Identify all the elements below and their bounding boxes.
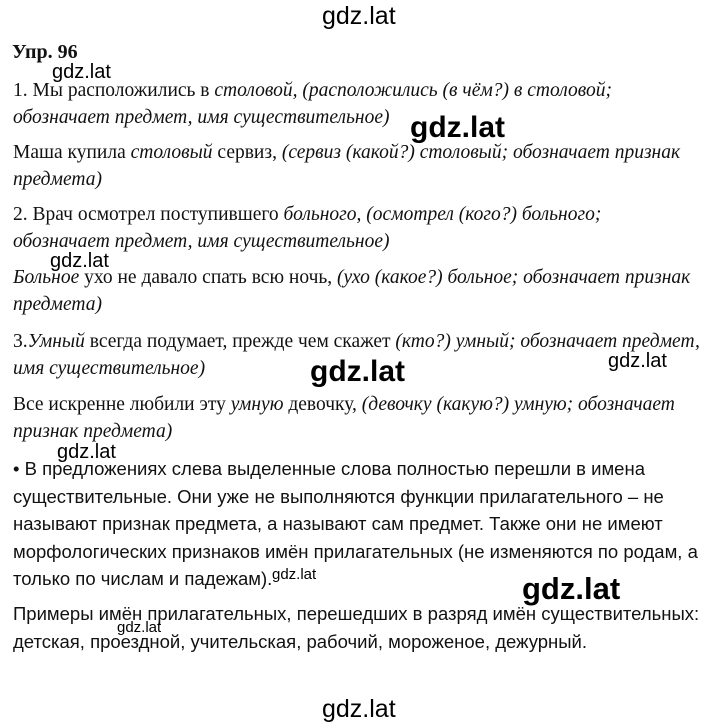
text-run: (кто?) умный; обозначает предмет, имя существительное) — [13, 331, 700, 379]
text-run: Маша купила — [13, 142, 131, 163]
watermark: gdz.lat — [272, 566, 317, 583]
text-run: девочку, — [283, 394, 362, 415]
text-run: столовой, (расположились (в чём?) в столовой; обозначает предмет, имя существительное) — [13, 80, 612, 128]
watermark: gdz.lat — [117, 619, 162, 636]
watermark: gdz.lat — [410, 111, 505, 144]
paragraph — [13, 139, 703, 193]
text-run: ухо не давало спать всю ночь, — [79, 267, 338, 288]
text-run: всегда подумает, прежде чем скажет — [84, 331, 396, 352]
watermark: gdz.lat — [57, 441, 116, 463]
watermark: gdz.lat — [52, 61, 111, 83]
watermark: gdz.lat — [322, 695, 396, 723]
text-run: больного, (осмотрел (кого?) больного; обозначает предмет, имя существительное) — [13, 204, 602, 252]
explanation-paragraph: • В предложениях слева выделенные слова полностью перешли в имена существительные. Они уже не выполняются функции прилагательного – не называют признак предмета, а называют сам предмет. Также они не имеют морфологических признаков имён прилагательных (не изменяются по родам, а только по числам и падежам). — [13, 458, 698, 589]
text-run: (ухо (какое?) больное; обозначает признак предмета) — [13, 267, 691, 315]
text-run: (сервиз (какой?) столовый; обозначает признак предмета) — [13, 142, 681, 190]
watermark: gdz.lat — [322, 2, 396, 30]
text-run: 3. — [13, 331, 28, 352]
paragraph — [13, 201, 703, 255]
text-run: 1. Мы расположились в — [13, 80, 215, 101]
paragraph — [13, 264, 703, 318]
text-run: 2. Врач осмотрел поступившего — [13, 204, 284, 225]
text-run: столовый — [130, 142, 213, 163]
text-run: (девочку (какую?) умную; обозначает признак предмета) — [13, 394, 675, 442]
examples-paragraph: Примеры имён прилагательных, перешедших в разряд имён существительных: детская, проездной, учительская, рабочий, мороженое, дежурный. — [13, 603, 700, 652]
watermark: gdz.lat — [50, 250, 109, 272]
text-run: Все искренне любили эту — [13, 394, 231, 415]
paragraph — [13, 77, 703, 131]
watermark: gdz.lat — [522, 571, 621, 606]
text-run: умную — [230, 394, 284, 415]
watermark: gdz.lat — [310, 355, 405, 388]
text-run: сервиз, — [212, 142, 282, 163]
paragraph — [13, 391, 703, 445]
exercise-heading: Упр. 96 — [12, 41, 78, 63]
text-run: Больное — [13, 267, 80, 288]
text-run: Умный — [27, 331, 85, 352]
watermark: gdz.lat — [608, 350, 667, 372]
